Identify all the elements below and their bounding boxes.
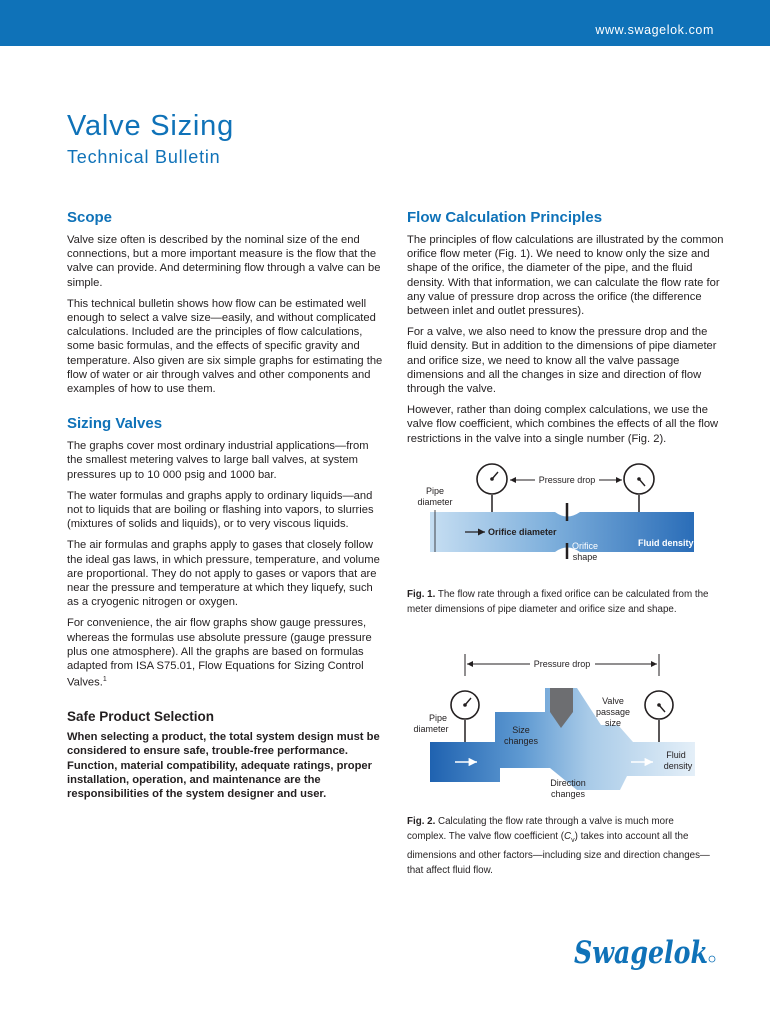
fig1-label-orifice-diameter: Orifice diameter xyxy=(488,527,557,537)
fig2-label-size-top: Size xyxy=(512,725,530,735)
sizing-valves-heading: Sizing Valves xyxy=(67,415,163,433)
flow-paragraph: The principles of flow calculations are illustrated by the common orifice flow meter (Fig. 1). We need to know only the size and shape of the orifice, the diameter of the pipe, and the fluid density. With that information, we can calculate the flow rate for any value of pressure drop across the orifice (the difference between inlet and outlet pressures). xyxy=(407,234,724,318)
pressure-gauge-icon xyxy=(645,691,673,742)
sizing-paragraph: The air formulas and graphs apply to gases that closely follow the ideal gas laws, in which pressure, temperature, and volume are proportional. They do not apply to gases or vapors that are near the pressure and temperature at which they liquefy, such as a cryogenic nitrogen or oxygen. xyxy=(67,539,380,609)
flow-paragraph: However, rather than doing complex calculations, we use the valve flow coefficient, which combines the effects of all the flow restrictions in the valve into a single number (Fig. 2). xyxy=(407,404,719,445)
fig2-label-direction: Direction xyxy=(550,778,586,788)
registered-mark-icon xyxy=(709,956,715,962)
safe-product-heading: Safe Product Selection xyxy=(67,709,215,725)
swagelok-logo xyxy=(572,925,718,977)
fig2-label-diameter: diameter xyxy=(413,724,449,734)
document-subtitle: Technical Bulletin xyxy=(67,147,221,167)
sizing-last-text: For convenience, the air flow graphs show gauge pressures, whereas the formulas use absolute pressure (gauge pressure plus one atmosphere). All the graphs are based on formulas adapted from ISA S75.01, Flow Equations for Sizing Control Valves. xyxy=(67,617,372,690)
footnote-mark: 1 xyxy=(102,676,107,684)
cv-subscript: v xyxy=(571,836,575,844)
fig2-label-changes: changes xyxy=(503,736,539,746)
fig1-label-orifice: Orifice xyxy=(571,541,599,551)
scope-paragraph: This technical bulletin shows how flow can be estimated well enough to select a valve size—easily, and without complicated calculations. Included are the principles of flow calculations, some basic formulas, and the effects of specific gravity and temperature. Also given are six simple graphs for estimating the flow of water or air through valves and other components and examples of how to use them. xyxy=(67,297,383,396)
cv-symbol: C xyxy=(564,831,572,842)
fig2-caption-text: Calculating the flow rate through a valve is much more complex. The valve flow coefficient ( xyxy=(407,816,674,842)
right-column xyxy=(407,209,727,453)
fig2-label-size: size xyxy=(604,718,622,728)
sizing-paragraph: The water formulas and graphs apply to ordinary liquids—and not to liquids that are boiling or flashing into vapors, to slurries (mixtures of solids and liquids), or to very viscous liquids. xyxy=(67,489,374,531)
header-bar xyxy=(0,0,770,46)
fig1-label-pipe: Pipe xyxy=(425,486,445,496)
fig2-label-fluid: Fluid xyxy=(666,750,686,760)
fig2-label-direction-changes: changes xyxy=(550,789,586,799)
flow-paragraph: For a valve, we also need to know the pressure drop and the fluid density. But in addition to the dimensions of pipe diameter and orifice size, we need to know all the valve passage dimensions and all the changes in size and direction of flow through the valve. xyxy=(407,326,717,396)
left-column xyxy=(67,209,385,808)
sizing-paragraph xyxy=(67,616,385,690)
fig2-caption-text: ) takes into account all the dimensions and other factors—including size and direction changes—that affect fluid flow. xyxy=(407,831,710,876)
sizing-paragraph: The graphs cover most ordinary industrial applications—from the smallest metering valves to large ball valves, at system pressures up to 10 000 psig and 1000 bar. xyxy=(67,440,369,481)
swagelok-logo-text: Swagelok xyxy=(574,935,708,971)
fig2-label-density: density xyxy=(663,761,693,771)
figure-2-caption xyxy=(407,814,712,878)
fig2-label-valve: Valve xyxy=(602,696,624,706)
fig2-caption-label: Fig. 2. xyxy=(407,816,436,827)
website-url[interactable]: www.swagelok.com xyxy=(595,23,714,37)
scope-heading: Scope xyxy=(67,209,113,226)
fig1-label-fluid-density: Fluid density xyxy=(638,538,694,548)
safe-product-text: When selecting a product, the total system design must be considered to ensure safe, trouble-free performance. Function, material compatibility, adequate ratings, proper installation, operation, and maintenance are the responsibilities of the system designer and user. xyxy=(67,731,380,801)
pressure-gauge-icon xyxy=(624,464,654,512)
fig1-caption-text: The flow rate through a fixed orifice can be calculated from the meter dimensions of pipe diameter and orifice size and shape. xyxy=(407,589,709,615)
document-title: Valve Sizing xyxy=(67,110,235,142)
fig2-label-pipe: Pipe xyxy=(428,713,448,723)
fig1-caption-label: Fig. 1. xyxy=(407,589,436,600)
scope-paragraph: Valve size often is described by the nominal size of the end connections, but a more important measure is the flow that the valve can provide. And determining flow through a valve can be simple. xyxy=(67,234,381,289)
fig1-label-shape: shape xyxy=(572,552,598,562)
fig1-label-diameter: diameter xyxy=(417,497,453,507)
pressure-gauge-icon xyxy=(477,464,507,512)
pressure-gauge-icon xyxy=(451,691,479,742)
fig2-label-passage: passage xyxy=(595,707,631,717)
fig2-label-pressure-drop: Pressure drop xyxy=(533,659,591,669)
fig1-label-pressure-drop: Pressure drop xyxy=(538,475,596,485)
figure-1-caption xyxy=(407,587,712,617)
figure-1-orifice-diagram xyxy=(405,455,705,575)
figure-2-valve-diagram xyxy=(405,650,705,802)
flow-principles-heading: Flow Calculation Principles xyxy=(407,209,603,226)
